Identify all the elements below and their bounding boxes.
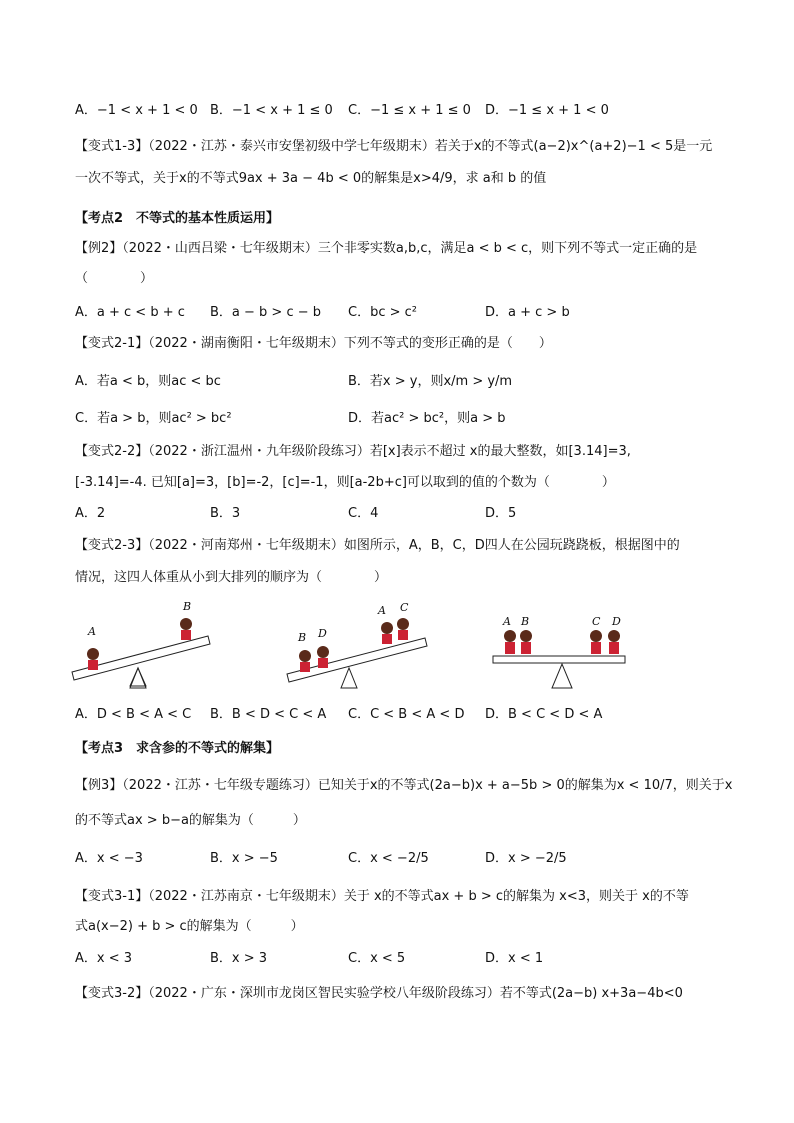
variant-2-3-line1: 【变式2-3】（2022・河南郑州・七年级期末）如图所示，A，B，C，D四人在公园玩跷跷板，根据图中的 (75, 538, 680, 553)
variant-2-2-line1: 【变式2-2】（2022・浙江温州・九年级阶段练习）若[x]表示不超过 x的最大整数，如[3.14]=3, (75, 444, 631, 459)
option-a: A．2 (75, 506, 106, 521)
variant-2-1-line1: 【变式2-1】（2022・湖南衡阳・七年级期末）下列不等式的变形正确的是（ ） (75, 336, 552, 351)
figure-label: D (612, 615, 621, 628)
option-b: B．若x > y，则x/m > y/m (348, 374, 513, 389)
option-d: D．a + c > b (485, 305, 570, 320)
section-title-3: 【考点3 求含参的不等式的解集】 (75, 741, 280, 756)
example-2-line1: 【例2】（2022・山西吕梁・七年级期末）三个非零实数a,b,c，满足a < b < c，则下列不等式一定正确的是 (75, 241, 698, 256)
option-d: D．B < C < D < A (485, 707, 603, 722)
option-a: A．若a < b，则ac < bc (75, 374, 221, 389)
option-b: B．−1 < x + 1 ≤ 0 (210, 103, 333, 118)
figure-label: A (503, 615, 511, 628)
option-b: B．x > 3 (210, 951, 268, 966)
figure-label: C (400, 601, 409, 614)
figure-label: C (592, 615, 601, 628)
option-a: A．x < 3 (75, 951, 133, 966)
figure-label: B (298, 631, 307, 644)
variant-3-1-line1: 【变式3-1】（2022・江苏南京・七年级期末）关于 x的不等式ax + b > c的解集为 x<3，则关于 x的不等 (75, 889, 689, 904)
option-c: C．−1 ≤ x + 1 ≤ 0 (348, 103, 471, 118)
seesaw-figure-3 (490, 610, 630, 695)
option-d: D．x < 1 (485, 951, 544, 966)
variant-3-1-line2: 式a(x−2) + b > c的解集为（ ） (75, 919, 304, 934)
option-a: A．−1 < x + 1 < 0 (75, 103, 198, 118)
option-c: C．x < −2/5 (348, 851, 429, 866)
variant-2-2-line2: [-3.14]=-4. 已知[a]=3，[b]=-2，[c]=-1，则[a-2b+c]可以取到的值的个数为（ ） (75, 475, 615, 490)
variant-3-2-line1: 【变式3-2】（2022・广东・深圳市龙岗区智民实验学校八年级阶段练习）若不等式(2a−b) x+3a−4b<0 (75, 986, 683, 1001)
figure-label: B (183, 600, 192, 613)
example-3-line2: 的不等式ax > b−a的解集为（ ） (75, 813, 306, 828)
option-d: D．−1 ≤ x + 1 < 0 (485, 103, 609, 118)
option-c: C．x < 5 (348, 951, 406, 966)
option-d: D．若ac² > bc²，则a > b (348, 411, 506, 426)
option-c: C．4 (348, 506, 379, 521)
option-d: D．x > −2/5 (485, 851, 567, 866)
variant-1-3-line2: 一次不等式，关于x的不等式9ax + 3a − 4b < 0的解集是x>4/9，求 a和 b 的值 (75, 171, 547, 186)
option-b: B．B < D < C < A (210, 707, 327, 722)
figure-label: B (521, 615, 530, 628)
figure-label: D (318, 627, 327, 640)
variant-1-3-line1: 【变式1-3】（2022・江苏・泰兴市安堡初级中学七年级期末）若关于x的不等式(a−2)x^(a+2)−1 < 5是一元 (75, 139, 713, 154)
figure-label: A (88, 625, 96, 638)
option-d: D．5 (485, 506, 517, 521)
section-title-2: 【考点2 不等式的基本性质运用】 (75, 211, 280, 226)
variant-2-3-line2: 情况，这四人体重从小到大排列的顺序为（ ） (75, 570, 388, 585)
option-c: C．bc > c² (348, 305, 417, 320)
option-a: A．a + c < b + c (75, 305, 185, 320)
example-2-line2: （ ） (75, 271, 154, 286)
option-a: A．D < B < A < C (75, 707, 192, 722)
figure-label: A (378, 604, 386, 617)
option-c: C．若a > b，则ac² > bc² (75, 411, 232, 426)
example-3-line1: 【例3】（2022・江苏・七年级专题练习）已知关于x的不等式(2a−b)x + a−5b > 0的解集为x < 10/7，则关于x (75, 778, 733, 793)
option-b: B．a − b > c − b (210, 305, 322, 320)
option-a: A．x < −3 (75, 851, 143, 866)
option-b: B．3 (210, 506, 241, 521)
option-b: B．x > −5 (210, 851, 278, 866)
seesaw-figure-1 (68, 598, 218, 693)
option-c: C．C < B < A < D (348, 707, 465, 722)
seesaw-figure-2 (285, 598, 435, 693)
